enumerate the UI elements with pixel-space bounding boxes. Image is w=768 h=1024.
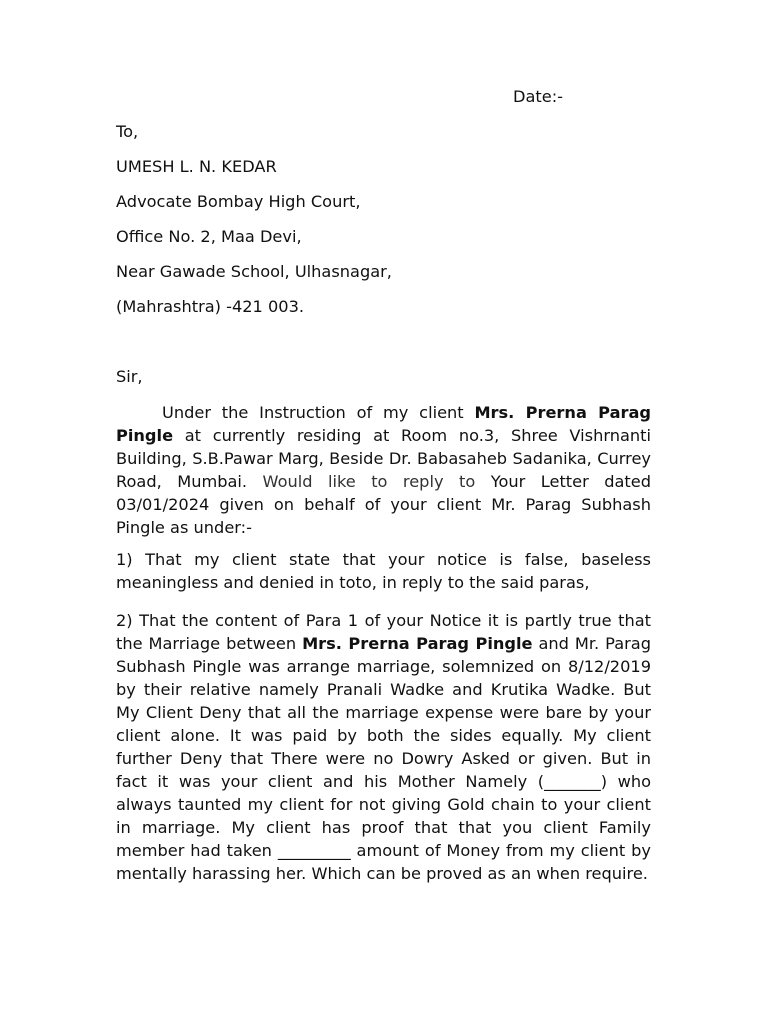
paragraph-2 — [116, 609, 651, 885]
recipient-state: (Mahrashtra) -421 003. — [116, 297, 305, 316]
recipient-title: Advocate Bombay High Court, — [116, 192, 361, 211]
intro-text-1: at currently residing at Room no.3, Shree Vishrnanti Building, S.B.Pawar Marg, Beside Dr. Babasaheb Sadanika, Currey Road, Mumbai. — [116, 426, 651, 491]
date-label: Date:- — [513, 87, 563, 106]
para2-text: and Mr. Parag Subhash Pingle was arrange marriage, solemnized on 8/12/2019 by their relative namely Pranali Wadke and Krutika Wadke. But My Client Deny that all the marriage expense were bare by your client alone. It was paid by both the sides equally. My client further Deny that There were no Dowry Asked or given. But in fact it was your client and his Mother Namely (_______) who always taunted my client for not giving Gold chain to your client in marriage. My client has proof that that you client Family member had taken _________ amount of Money from my client by mentally harassing her. Which can be proved as an when require. — [116, 634, 651, 883]
recipient-office: Office No. 2, Maa Devi, — [116, 227, 302, 246]
intro-lead: Under the Instruction of my client — [162, 403, 475, 422]
address-to: To, — [116, 122, 139, 141]
recipient-name: UMESH L. N. KEDAR — [116, 157, 277, 176]
client-name-bold: Mrs. Prerna Parag Pingle — [116, 403, 652, 445]
intro-text-3: Your Letter dated 03/01/2024 given on behalf of your client Mr. Parag Subhash Pingle as under:- — [116, 472, 651, 537]
salutation: Sir, — [116, 367, 143, 386]
recipient-street: Near Gawade School, Ulhasnagar, — [116, 262, 392, 281]
para2-lead: 2) That the content of Para 1 of your Notice it is partly true that the Marriage between — [116, 611, 651, 653]
para2-client-name-bold: Mrs. Prerna Parag Pingle — [302, 634, 533, 653]
paragraph-1: 1) That my client state that your notice is false, baseless meaningless and denied in toto, in reply to the said paras, — [116, 550, 651, 592]
intro-paragraph — [116, 401, 651, 539]
intro-text-2: Would like to reply to — [262, 472, 476, 491]
